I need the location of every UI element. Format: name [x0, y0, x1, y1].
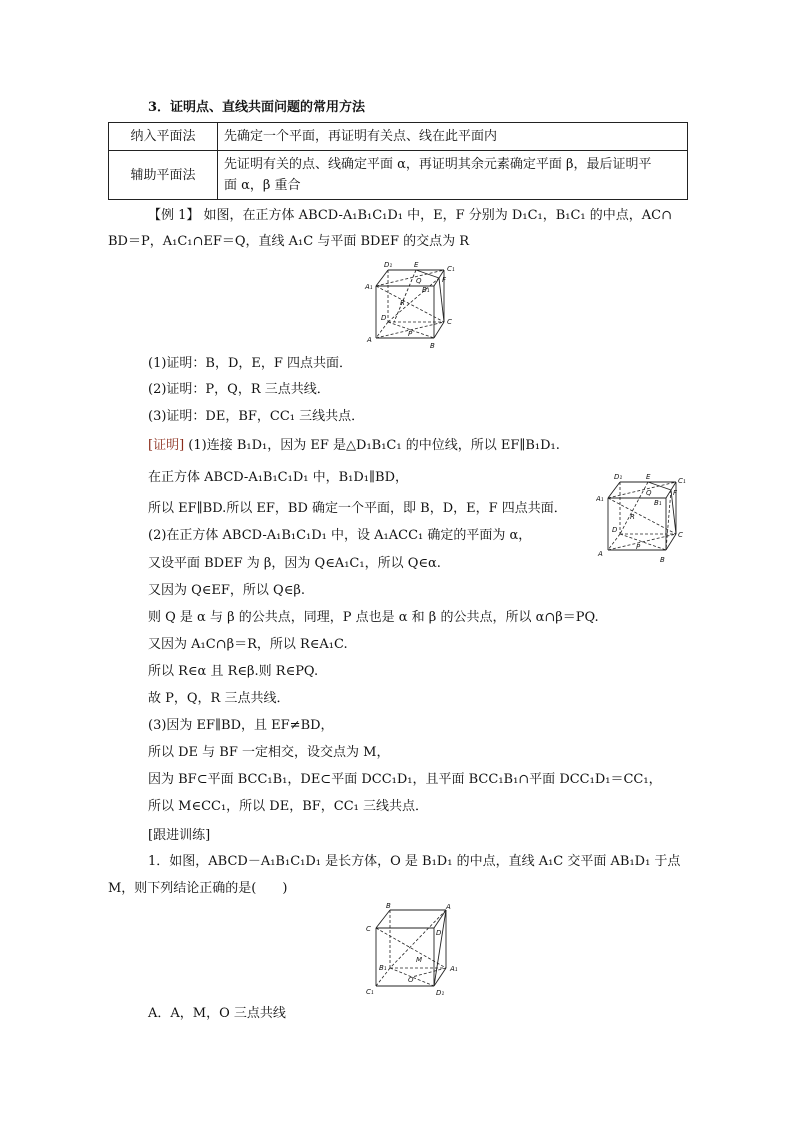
proof-line: 所以 EF∥BD.所以 EF，BD 确定一个平面，即 B，D，E，F 四点共面．	[148, 501, 567, 516]
proof-line: (2)在正方体 ABCD-A₁B₁C₁D₁ 中，设 A₁ACC₁ 确定的平面为 α，	[148, 528, 532, 543]
label-d: D	[436, 929, 442, 937]
label-p: P	[636, 543, 641, 551]
proof-line: 故 P，Q，R 三点共线．	[148, 691, 290, 706]
label-f: F	[673, 489, 678, 497]
method-desc: 先证明有关的点、线确定平面 α，再证明其余元素确定平面 β，最后证明平 面 α，β 重合	[218, 151, 688, 200]
label-p: P	[408, 330, 413, 338]
cuboid-figure-3	[362, 900, 464, 998]
label-a: A	[367, 336, 372, 344]
question-1: (1)证明：B，D，E，F 四点共面．	[148, 356, 353, 371]
label-q: Q	[416, 277, 422, 285]
proof-line: 所以 DE 与 BF 一定相交，设交点为 M，	[148, 745, 390, 760]
section-title: 3．证明点、直线共面问题的常用方法	[148, 100, 366, 115]
label-c: C	[678, 531, 683, 539]
proof-line: 则 Q 是 α 与 β 的公共点，同理，P 点也是 α 和 β 的公共点，所以 α∩β＝PQ.	[148, 610, 599, 625]
proof-line: 在正方体 ABCD-A₁B₁C₁D₁ 中，B₁D₁∥BD，	[148, 470, 408, 485]
example-tag: 【例 1】	[148, 208, 200, 223]
proof-line: (3)因为 EF∥BD，且 EF≠BD，	[148, 718, 334, 733]
label-b: B	[430, 342, 435, 350]
label-c1: C₁	[366, 988, 374, 996]
cube-figure-1	[364, 258, 468, 350]
label-d1: D₁	[614, 473, 623, 481]
label-c1: C₁	[447, 265, 455, 273]
label-c: C	[447, 318, 452, 326]
label-c: C	[366, 925, 371, 933]
table-row	[109, 151, 688, 200]
label-a: A	[598, 550, 603, 558]
label-m: M	[416, 956, 423, 964]
label-c1: C₁	[678, 477, 686, 485]
label-b: B	[386, 902, 391, 910]
cube-figure-2	[596, 470, 688, 564]
label-r: R	[630, 513, 635, 521]
method-name: 辅助平面法	[109, 151, 218, 200]
follow-line-2: M，则下列结论正确的是( )	[108, 881, 288, 896]
follow-line-1: 1．如图，ABCD－A₁B₁C₁D₁ 是长方体，O 是 B₁D₁ 的中点，直线 A₁C 交平面 AB₁D₁ 于点	[148, 854, 681, 869]
label-a1: A₁	[365, 283, 373, 291]
label-r: R	[400, 299, 405, 307]
proof-line-1: [证明] (1)连接 B₁D₁，因为 EF 是△D₁B₁C₁ 的中位线，所以 EF∥B₁D₁.	[148, 438, 560, 453]
label-a1: A₁	[596, 495, 604, 503]
proof-line: 又因为 Q∈EF，所以 Q∈β.	[148, 583, 305, 598]
proof-line: 所以 R∈α 且 R∈β.则 R∈PQ.	[148, 664, 319, 679]
method-desc: 先确定一个平面，再证明有关点、线在此平面内	[218, 123, 688, 151]
label-a: A	[446, 903, 451, 911]
label-a1: A₁	[450, 965, 458, 973]
method-name: 纳入平面法	[109, 123, 218, 151]
example-line-1: 【例 1】 如图，在正方体 ABCD-A₁B₁C₁D₁ 中，E，F 分别为 D₁C₁，B₁C₁ 的中点，AC∩	[148, 208, 673, 223]
label-d1: D₁	[384, 261, 393, 269]
label-o: O	[408, 976, 414, 984]
label-d1: D₁	[436, 989, 445, 997]
proof-line: 又因为 A₁C∩β＝R，所以 R∈A₁C.	[148, 637, 348, 652]
label-q: Q	[646, 489, 652, 497]
proof-line: 又设平面 BDEF 为 β，因为 Q∈A₁C₁，所以 Q∈α.	[148, 556, 441, 571]
label-b: B	[660, 556, 665, 564]
table-row	[109, 123, 688, 151]
label-b1: B₁	[379, 964, 387, 972]
label-e: E	[646, 473, 651, 481]
label-b1: B₁	[422, 286, 430, 294]
label-d: D	[381, 314, 387, 322]
label-e: E	[414, 261, 419, 269]
question-3: (3)证明：DE，BF，CC₁ 三线共点．	[148, 409, 365, 424]
option-a: A．A，M，O 三点共线	[148, 1006, 286, 1021]
proof-line: 所以 M∈CC₁，所以 DE，BF，CC₁ 三线共点．	[148, 799, 429, 814]
methods-table	[108, 122, 688, 200]
label-b1: B₁	[654, 499, 662, 507]
example-line-2: BD＝P，A₁C₁∩EF＝Q，直线 A₁C 与平面 BDEF 的交点为 R	[108, 234, 470, 249]
question-2: (2)证明：P，Q，R 三点共线．	[148, 382, 330, 397]
proof-line: 因为 BF⊂平面 BCC₁B₁，DE⊂平面 DCC₁D₁，且平面 BCC₁B₁∩平面 DCC₁D₁＝CC₁，	[148, 772, 662, 787]
proof-tag: [证明]	[148, 438, 185, 453]
follow-tag: [跟进训练]	[148, 828, 211, 843]
label-f: F	[442, 276, 447, 284]
label-d: D	[612, 526, 618, 534]
